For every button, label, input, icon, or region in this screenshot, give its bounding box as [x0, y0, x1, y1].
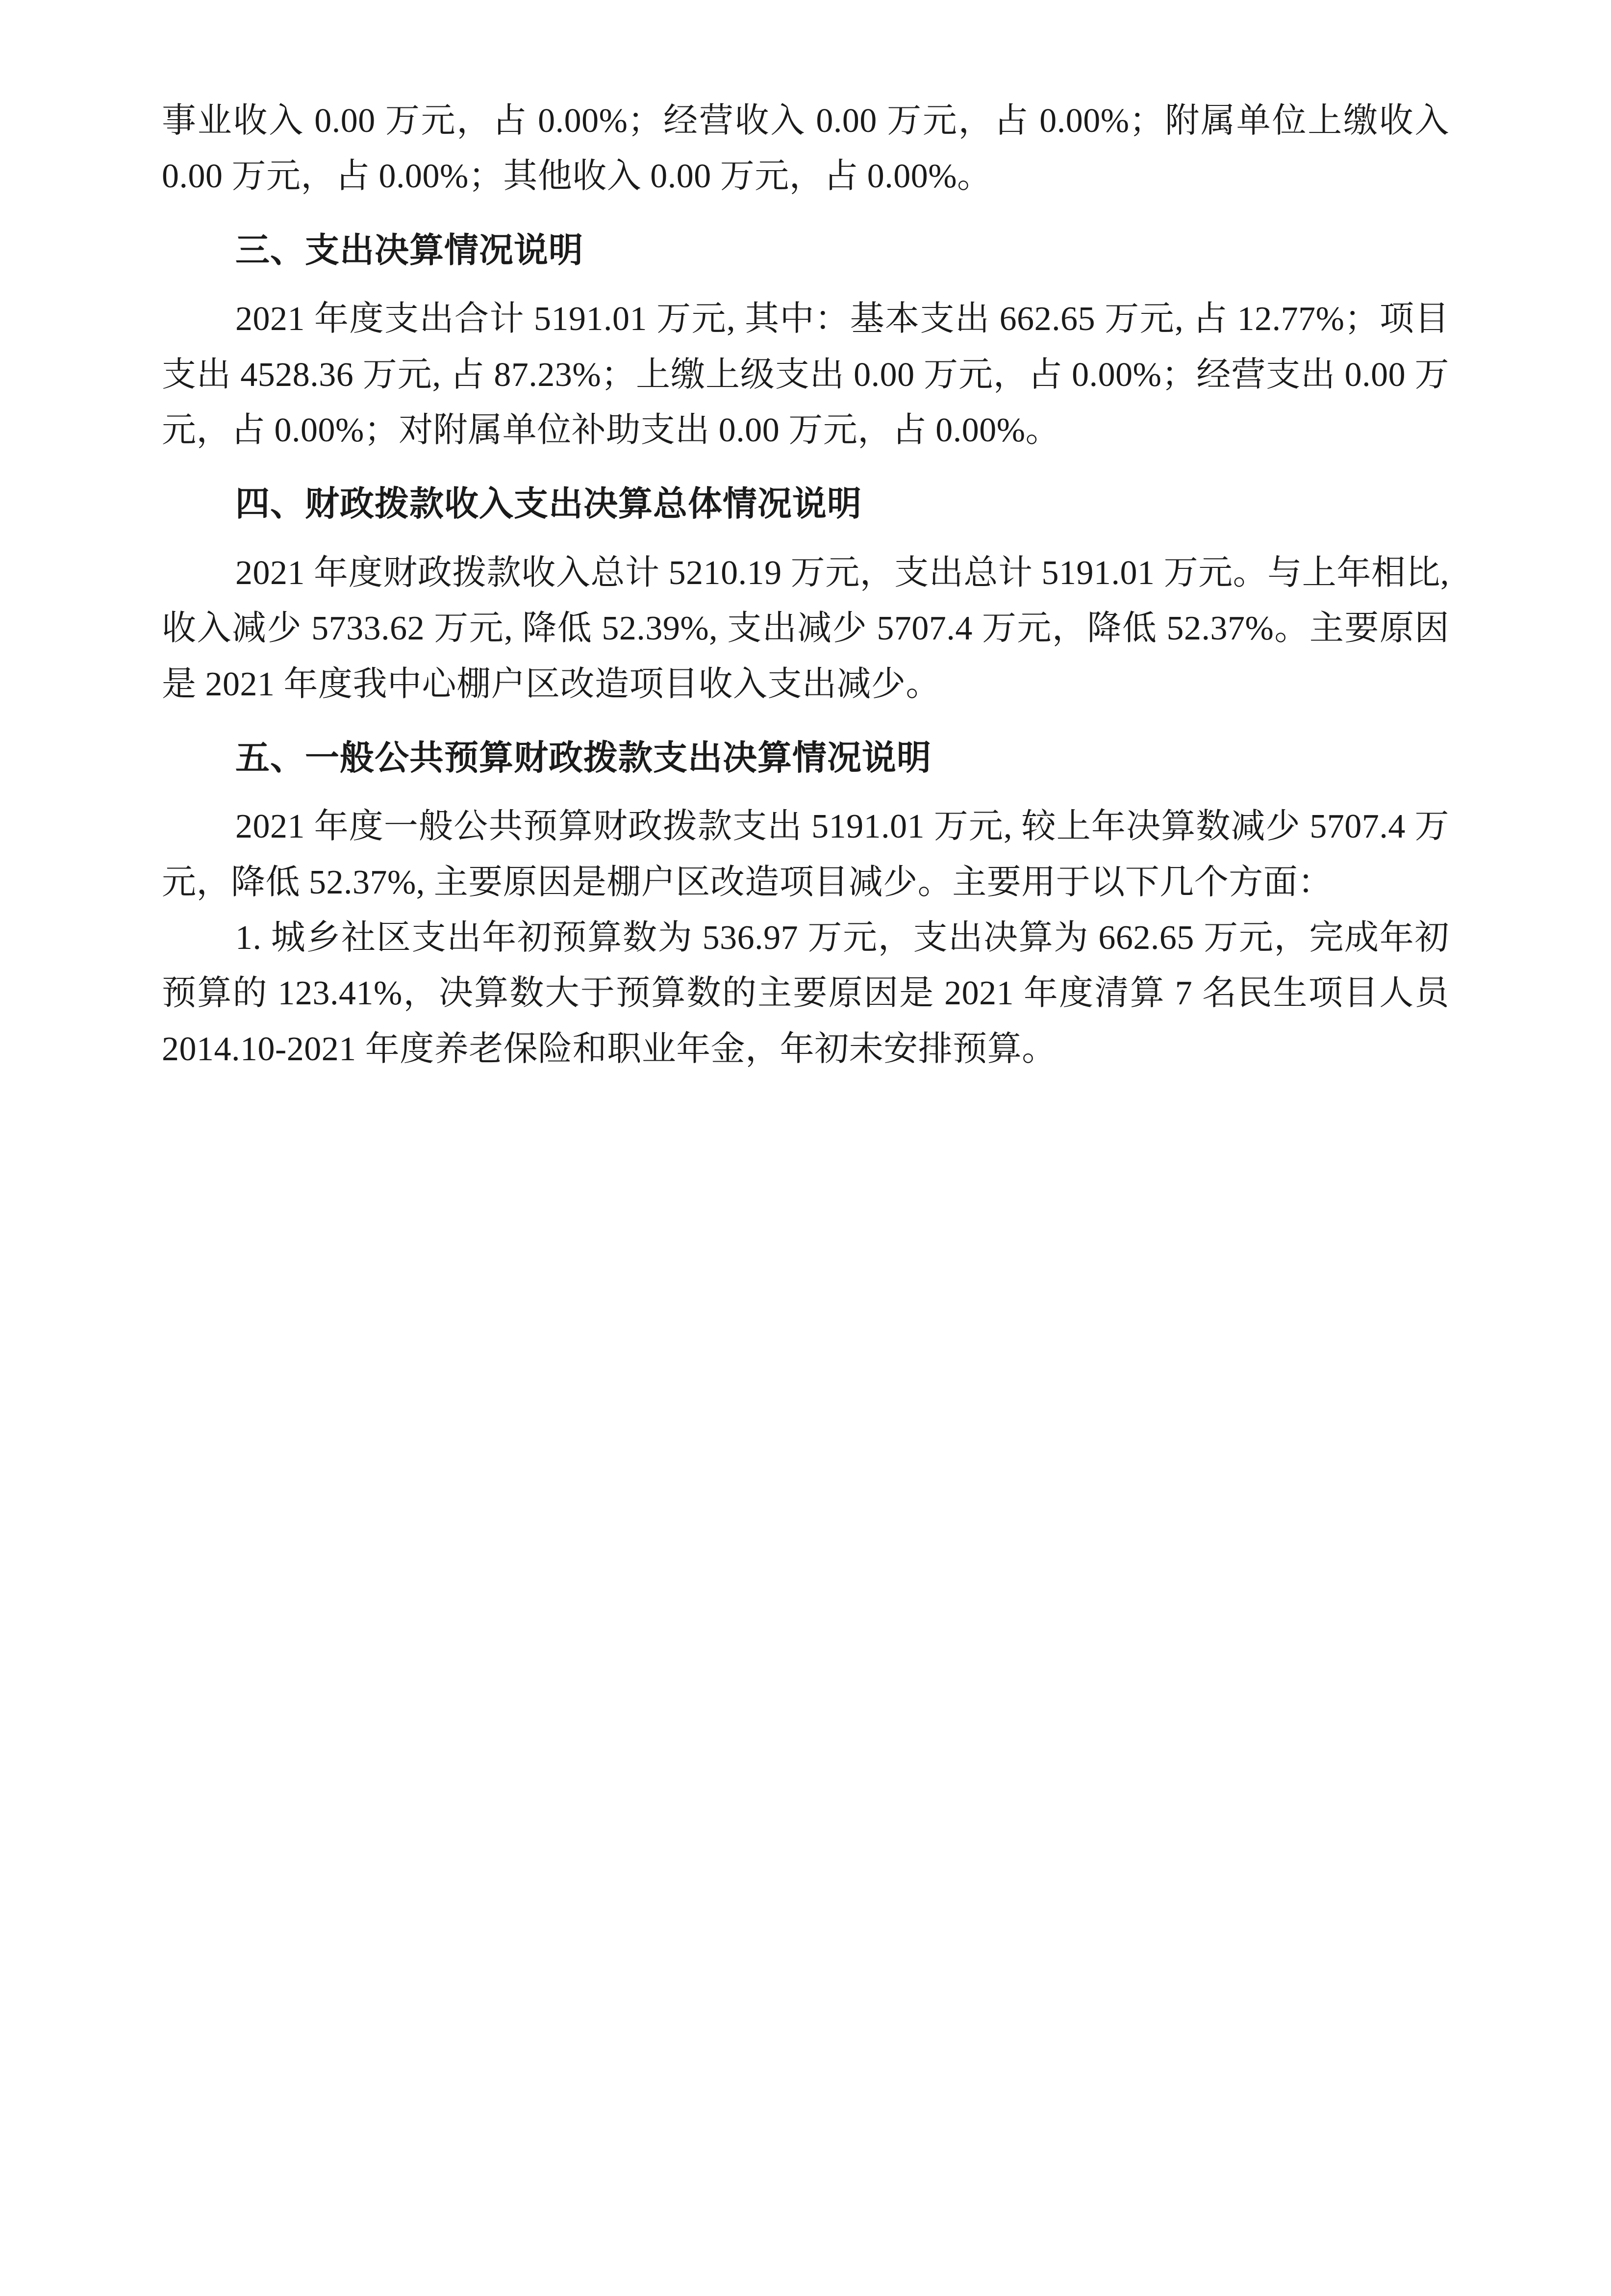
- paragraph-income-continued: 事业收入 0.00 万元，占 0.00%；经营收入 0.00 万元，占 0.00%；附属单位上缴收入 0.00 万元，占 0.00%；其他收入 0.00 万元，占 0.00%。: [162, 102, 1449, 196]
- heading-section-four: 四、财政拨款收入支出决算总体情况说明: [235, 485, 862, 524]
- paragraph-section-five-body: 2021 年度一般公共预算财政拨款支出 5191.01 万元, 较上年决算数减少 5707.4 万元，降低 52.37%, 主要原因是棚户区改造项目减少。主要用于以下几个方面：: [162, 808, 1449, 901]
- document-body: [162, 93, 1449, 1077]
- heading-section-three: 三、支出决算情况说明: [235, 231, 583, 270]
- paragraph-item-one: 1. 城乡社区支出年初预算数为 536.97 万元，支出决算为 662.65 万元，完成年初预算的 123.41%，决算数大于预算数的主要原因是 2021 年度清算 7 名民生项目人员 2014.10-2021 年度养老保险和职业年金，年初未安排预算。: [162, 919, 1449, 1068]
- paragraph-section-four-body: 2021 年度财政拨款收入总计 5210.19 万元，支出总计 5191.01 万元。与上年相比, 收入减少 5733.62 万元, 降低 52.39%, 支出减少 5707.4 万元，降低 52.37%。主要原因是 2021 年度我中心棚户区改造项目收入支出减少。: [162, 554, 1449, 703]
- heading-section-five: 五、一般公共预算财政拨款支出决算情况说明: [235, 739, 931, 777]
- paragraph-section-three-body: 2021 年度支出合计 5191.01 万元, 其中：基本支出 662.65 万元, 占 12.77%；项目支出 4528.36 万元, 占 87.23%；上缴上级支出 0.00 万元，占 0.00%；经营支出 0.00 万元，占 0.00%；对附属单位补助支出 0.00 万元，占 0.00%。: [162, 300, 1449, 449]
